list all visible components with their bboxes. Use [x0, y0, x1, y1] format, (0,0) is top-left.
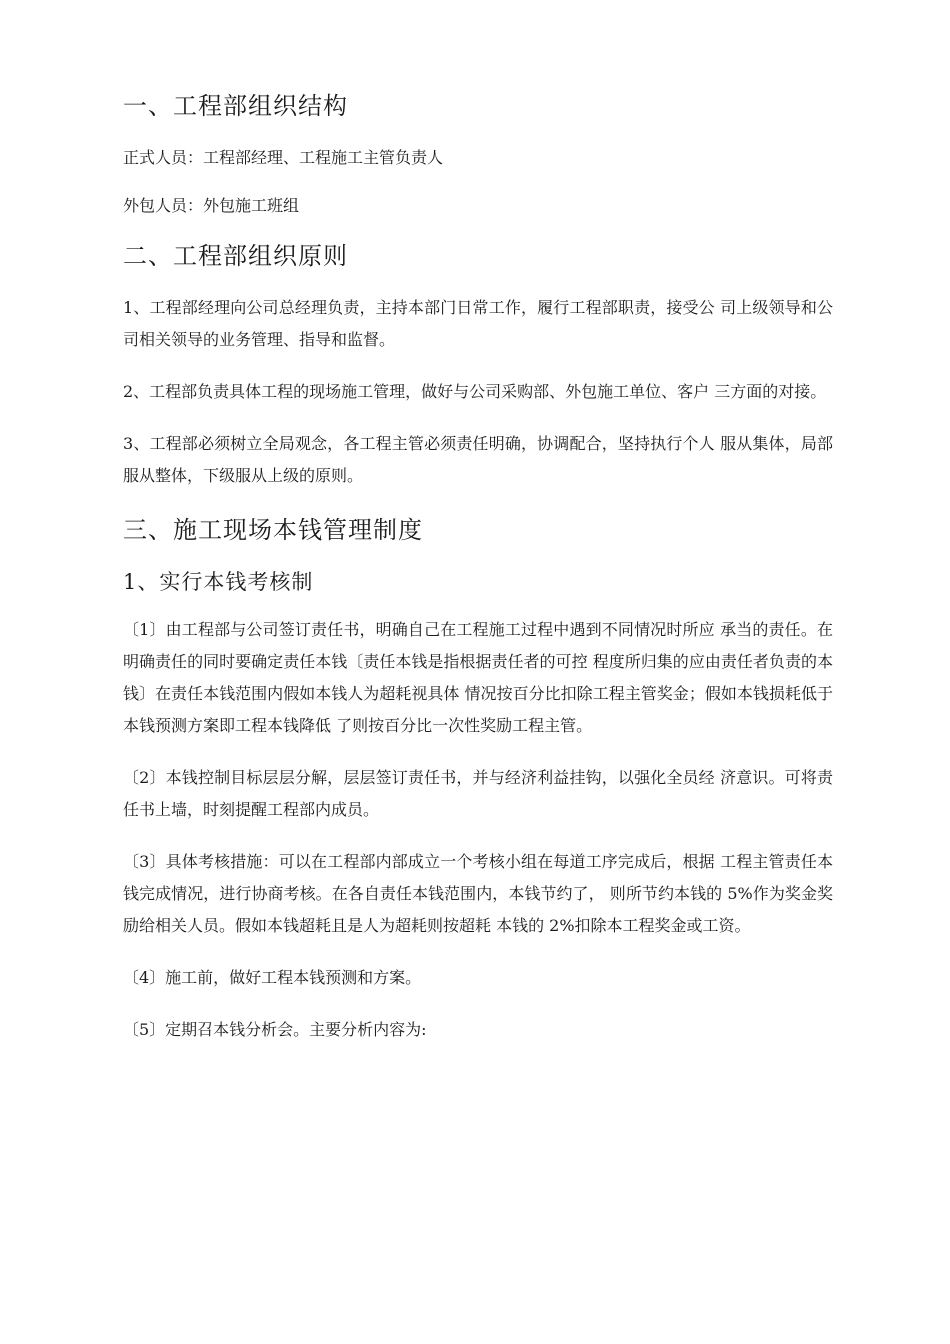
paragraph-item-2: 〔2〕本钱控制目标层层分解，层层签订责任书，并与经济利益挂钩，以强化全员经 济意识。可将责任书上墙，时刻提醒工程部内成员。	[123, 768, 833, 819]
paragraph-outsourced-staff: 外包人员：外包施工班组	[123, 196, 300, 215]
paragraph-principle-2: 2、工程部负责具体工程的现场施工管理，做好与公司采购部、外包施工单位、客户 三方面的对接。	[123, 382, 827, 401]
paragraph-item-3: 〔3〕具体考核措施：可以在工程部内部成立一个考核小组在每道工序完成后，根据 工程主管责任本钱完成情况，进行协商考核。在各自责任本钱范围内，本钱节约了， 则所节约本钱的 5%作为奖金奖励给相关人员。假如本钱超耗且是人为超耗则按超耗 本钱的 2%扣除本工程奖金或工资。	[123, 852, 833, 935]
paragraph-item-1: 〔1〕由工程部与公司签订责任书，明确自己在工程施工过程中遇到不同情况时所应 承当的责任。在明确责任的同时要确定责任本钱〔责任本钱是指根据责任者的可控 程度所归集的应由责任者负责的本钱〕在责任本钱范围内假如本钱人为超耗视具体 情况按百分比扣除工程主管奖金；假如本钱损耗低于本钱预测方案即工程本钱降低 了则按百分比一次性奖励工程主管。	[123, 620, 833, 735]
subheading-cost-assessment: 1、实行本钱考核制	[123, 570, 314, 594]
paragraph-item-4: 〔4〕施工前，做好工程本钱预测和方案。	[123, 968, 422, 987]
section-heading-cost-management: 三、施工现场本钱管理制度	[123, 516, 423, 544]
section-heading-org-structure: 一、工程部组织结构	[123, 92, 348, 120]
paragraph-item-5: 〔5〕定期召本钱分析会。主要分析内容为:	[123, 1020, 427, 1039]
paragraph-formal-staff: 正式人员：工程部经理、工程施工主管负责人	[123, 148, 444, 167]
paragraph-principle-1: 1、工程部经理向公司总经理负责，主持本部门日常工作，履行工程部职责，接受公 司上级领导和公司相关领导的业务管理、指导和监督。	[123, 298, 833, 349]
paragraph-principle-3: 3、工程部必须树立全局观念，各工程主管必须责任明确，协调配合，坚持执行个人 服从集体，局部服从整体，下级服从上级的原则。	[123, 434, 833, 485]
section-heading-org-principles: 二、工程部组织原则	[123, 242, 348, 270]
document-body	[123, 88, 833, 1066]
